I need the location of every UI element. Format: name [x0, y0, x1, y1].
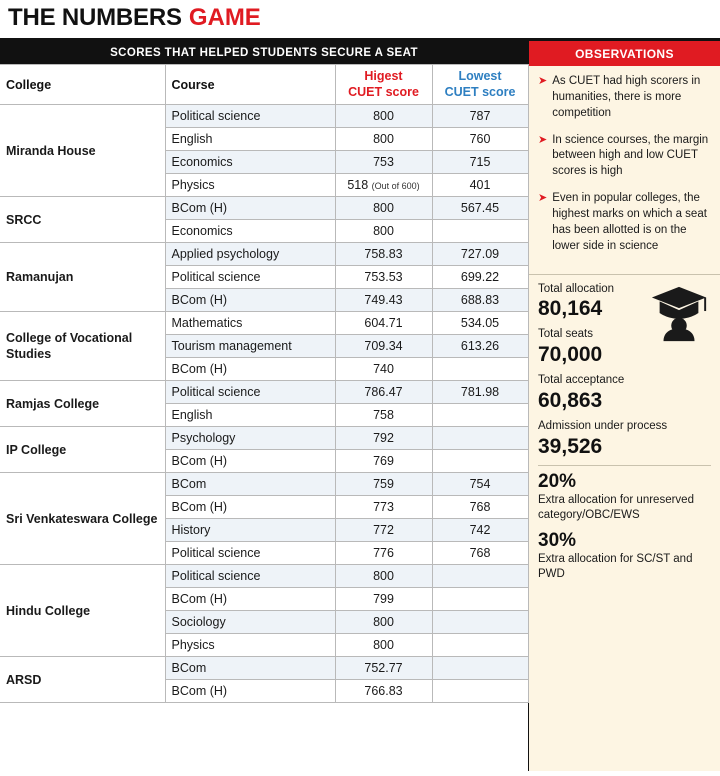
table-row — [0, 381, 528, 404]
cell-lowest-score — [432, 404, 528, 427]
cell-lowest-score — [432, 634, 528, 657]
stat-value: 60,863 — [538, 388, 603, 412]
cell-course: Physics — [165, 174, 335, 197]
column-header-college: College — [0, 65, 165, 105]
cell-college: Hindu College — [0, 565, 165, 657]
cell-highest-score: 709.34 — [335, 335, 432, 358]
table-row — [0, 473, 528, 496]
cell-college: Miranda House — [0, 105, 165, 197]
cell-lowest-score: 715 — [432, 151, 528, 174]
cell-lowest-score: 760 — [432, 128, 528, 151]
cell-course: BCom — [165, 473, 335, 496]
cell-lowest-score: 699.22 — [432, 266, 528, 289]
cell-course: BCom (H) — [165, 358, 335, 381]
cell-lowest-score: 742 — [432, 519, 528, 542]
cell-highest-score: 800 — [335, 105, 432, 128]
cell-course: English — [165, 128, 335, 151]
cell-course: Mathematics — [165, 312, 335, 335]
observation-item — [538, 74, 711, 122]
cell-course: BCom (H) — [165, 588, 335, 611]
cell-college: College of Vocational Studies — [0, 312, 165, 381]
percentage-value: 20% — [538, 471, 577, 493]
arrow-icon: ➤ — [538, 75, 548, 87]
stat-label: Total allocation — [538, 282, 615, 295]
cell-lowest-score — [432, 565, 528, 588]
stat-value: 70,000 — [538, 342, 603, 366]
table-row — [0, 565, 528, 588]
cell-lowest-score: 567.45 — [432, 197, 528, 220]
observation-text: In science courses, the margin between high and low CUET scores is high — [552, 133, 709, 178]
cell-course: Political science — [165, 565, 335, 588]
scores-banner: SCORES THAT HELPED STUDENTS SECURE A SEAT — [0, 41, 528, 64]
stat-label: Admission under process — [538, 420, 668, 433]
stat-item — [538, 373, 711, 412]
cell-lowest-score — [432, 427, 528, 450]
highest-score-note: (Out of 600) — [371, 181, 420, 192]
stat-value: 39,526 — [538, 434, 603, 458]
stats-block — [529, 275, 720, 459]
observation-text: As CUET had high scorers in humanities, there is more competition — [552, 75, 701, 119]
cell-course: Political science — [165, 105, 335, 128]
table-row — [0, 105, 528, 128]
cell-highest-score — [335, 174, 432, 197]
cell-lowest-score: 754 — [432, 473, 528, 496]
cell-highest-score: 799 — [335, 588, 432, 611]
cell-lowest-score — [432, 358, 528, 381]
observations-panel — [529, 41, 720, 771]
cell-lowest-score — [432, 680, 528, 703]
cell-course: Economics — [165, 151, 335, 174]
masthead-title-primary: THE NUMBERS — [8, 4, 182, 31]
cell-highest-score: 604.71 — [335, 312, 432, 335]
cell-course: Physics — [165, 634, 335, 657]
table-body — [0, 105, 528, 703]
column-header-lowest — [432, 65, 528, 105]
column-header-course: Course — [165, 65, 335, 105]
cell-highest-score: 753.53 — [335, 266, 432, 289]
cell-course: Political science — [165, 542, 335, 565]
cell-college: Sri Venkateswara College — [0, 473, 165, 565]
cell-course: Political science — [165, 266, 335, 289]
cell-lowest-score — [432, 220, 528, 243]
observation-item — [538, 191, 711, 254]
cell-highest-score: 740 — [335, 358, 432, 381]
cell-highest-score: 773 — [335, 496, 432, 519]
cell-highest-score: 800 — [335, 634, 432, 657]
cell-college: ARSD — [0, 657, 165, 703]
observations-list — [529, 66, 720, 270]
cell-highest-score: 800 — [335, 565, 432, 588]
percentage-description: Extra allocation for unreserved category/OBC/EWS — [538, 494, 694, 521]
cell-lowest-score — [432, 588, 528, 611]
table-row — [0, 427, 528, 450]
cell-lowest-score: 727.09 — [432, 243, 528, 266]
cell-course: BCom (H) — [165, 289, 335, 312]
arrow-icon: ➤ — [538, 133, 548, 146]
cell-college: SRCC — [0, 197, 165, 243]
scores-table-panel — [0, 41, 529, 771]
content-area — [0, 41, 720, 771]
observation-item — [538, 133, 711, 181]
cell-lowest-score — [432, 611, 528, 634]
cell-highest-score: 800 — [335, 128, 432, 151]
table-row — [0, 312, 528, 335]
table-head — [0, 65, 528, 105]
cell-highest-score: 753 — [335, 151, 432, 174]
cell-lowest-score — [432, 450, 528, 473]
cell-highest-score: 792 — [335, 427, 432, 450]
cell-course: BCom (H) — [165, 680, 335, 703]
percentage-value: 30% — [538, 529, 577, 551]
masthead — [0, 0, 720, 41]
column-header-lowest-line1: Lowest — [458, 69, 502, 83]
cell-course: Economics — [165, 220, 335, 243]
cell-lowest-score: 401 — [432, 174, 528, 197]
cell-college: IP College — [0, 427, 165, 473]
scores-table — [0, 64, 529, 703]
observations-header: OBSERVATIONS — [529, 41, 720, 66]
stats-divider — [538, 465, 711, 466]
cell-lowest-score: 787 — [432, 105, 528, 128]
column-header-highest — [335, 65, 432, 105]
cell-course: Psychology — [165, 427, 335, 450]
cell-highest-score: 758 — [335, 404, 432, 427]
table-header-row — [0, 65, 528, 105]
column-header-highest-line2: CUET score — [348, 84, 419, 99]
cell-highest-score: 800 — [335, 611, 432, 634]
column-header-lowest-line2: CUET score — [444, 84, 516, 99]
cell-highest-score: 800 — [335, 220, 432, 243]
cell-lowest-score: 688.83 — [432, 289, 528, 312]
cell-lowest-score: 613.26 — [432, 335, 528, 358]
stat-value: 80,164 — [538, 296, 603, 320]
cell-highest-score: 766.83 — [335, 680, 432, 703]
table-row — [0, 197, 528, 220]
cell-course: BCom — [165, 657, 335, 680]
cell-highest-score: 800 — [335, 197, 432, 220]
cell-course: Sociology — [165, 611, 335, 634]
cell-lowest-score: 768 — [432, 542, 528, 565]
cell-lowest-score: 534.05 — [432, 312, 528, 335]
cell-highest-score: 752.77 — [335, 657, 432, 680]
cell-course: History — [165, 519, 335, 542]
cell-course: BCom (H) — [165, 450, 335, 473]
cell-highest-score: 769 — [335, 450, 432, 473]
graduation-cap-icon — [648, 281, 710, 343]
percentages-block — [529, 471, 720, 581]
masthead-title-accent: GAME — [188, 4, 261, 31]
cell-highest-score: 786.47 — [335, 381, 432, 404]
cell-course: Tourism management — [165, 335, 335, 358]
cell-college: Ramanujan — [0, 243, 165, 312]
cell-course: BCom (H) — [165, 496, 335, 519]
cell-lowest-score: 781.98 — [432, 381, 528, 404]
cell-course: Political science — [165, 381, 335, 404]
stat-item — [538, 419, 711, 458]
arrow-icon: ➤ — [538, 192, 548, 205]
stat-label: Total acceptance — [538, 374, 625, 387]
observation-text: Even in popular colleges, the highest marks on which a seat has been allotted is on the lower side in science — [552, 192, 707, 252]
cell-lowest-score — [432, 657, 528, 680]
cell-highest-score: 759 — [335, 473, 432, 496]
cell-highest-score: 772 — [335, 519, 432, 542]
cell-course: Applied psychology — [165, 243, 335, 266]
cell-course: BCom (H) — [165, 197, 335, 220]
stat-label: Total seats — [538, 328, 593, 341]
cell-college: Ramjas College — [0, 381, 165, 427]
column-header-highest-line1: Higest — [364, 69, 403, 83]
cell-highest-score: 776 — [335, 542, 432, 565]
table-row — [0, 657, 528, 680]
cell-highest-score: 749.43 — [335, 289, 432, 312]
cell-lowest-score: 768 — [432, 496, 528, 519]
table-row — [0, 243, 528, 266]
cell-course: English — [165, 404, 335, 427]
cell-highest-score: 758.83 — [335, 243, 432, 266]
percentage-description: Extra allocation for SC/ST and PWD — [538, 552, 693, 580]
highest-score-value: 518 — [347, 178, 369, 193]
